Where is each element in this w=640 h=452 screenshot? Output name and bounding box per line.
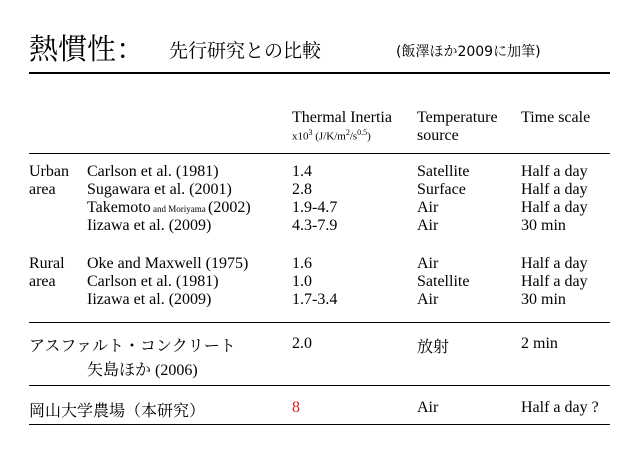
- table-row-urban-4-time: 30 min: [521, 217, 566, 234]
- header-source: source: [417, 127, 459, 144]
- okayama-inertia: 8: [292, 399, 300, 416]
- urban-label-line2: area: [29, 181, 56, 198]
- table-row-rural-1-time: Half a day: [521, 255, 588, 272]
- table-row-urban-3-source: Air: [417, 199, 439, 216]
- table-row-rural-3-inertia: 1.7-3.4: [292, 291, 338, 308]
- asphalt-reference: 矢島ほか (2006): [87, 360, 198, 379]
- table-row-rural-2-inertia: 1.0: [292, 273, 312, 290]
- table-row-rural-2-study: Carlson et al. (1981): [87, 273, 219, 290]
- table-row-urban-1-inertia: 1.4: [292, 163, 312, 180]
- table-row-rural-3-source: Air: [417, 291, 439, 308]
- table-row-urban-2-study: Sugawara et al. (2001): [87, 181, 232, 198]
- page-subtitle: 先行研究との比較: [169, 40, 322, 62]
- table-row-urban-2-time: Half a day: [521, 181, 588, 198]
- table-row-urban-1-time: Half a day: [521, 163, 588, 180]
- asphalt-source: 放射: [417, 337, 450, 356]
- rural-rule: [29, 322, 610, 323]
- table-row-rural-2-time: Half a day: [521, 273, 588, 290]
- urban-label: Urban: [29, 163, 69, 180]
- table-row-urban-2-source: Surface: [417, 181, 466, 198]
- okayama-time: Half a day ?: [521, 399, 599, 416]
- title-underline: [29, 72, 610, 74]
- header-temperature: Temperature: [417, 109, 498, 126]
- table-row-urban-2-inertia: 2.8: [292, 181, 312, 198]
- table-row-rural-2-source: Satellite: [417, 273, 470, 290]
- table-row-urban-1-study: Carlson et al. (1981): [87, 163, 219, 180]
- table-row-rural-1-source: Air: [417, 255, 439, 272]
- rural-label-line2: area: [29, 273, 56, 290]
- page-title: 熱慣性：: [29, 32, 146, 66]
- header-thermal-inertia: Thermal Inertia: [292, 109, 392, 126]
- table-row-rural-1-inertia: 1.6: [292, 255, 312, 272]
- table-row-rural-3-study: Iizawa et al. (2009): [87, 291, 212, 308]
- asphalt-time: 2 min: [521, 335, 558, 352]
- table-row-rural-1-study: Oke and Maxwell (1975): [87, 255, 249, 272]
- asphalt-label: アスファルト・コンクリート: [29, 336, 236, 355]
- table-row-urban-4-source: Air: [417, 217, 439, 234]
- header-time-scale: Time scale: [521, 109, 591, 126]
- table-row-urban-3-time: Half a day: [521, 199, 588, 216]
- table-row-urban-3-study: Takemoto and Moriyama (2002): [87, 199, 251, 216]
- table-row-urban-4-study: Iizawa et al. (2009): [87, 217, 212, 234]
- table-row-rural-3-time: 30 min: [521, 291, 566, 308]
- asphalt-inertia: 2.0: [292, 335, 312, 352]
- table-row-urban-1-source: Satellite: [417, 163, 470, 180]
- asphalt-rule: [29, 385, 610, 386]
- okayama-label: 岡山大学農場（本研究）: [29, 401, 206, 420]
- okayama-source: Air: [417, 399, 439, 416]
- header-rule: [29, 153, 610, 154]
- page-title-note: (飯澤ほか2009に加筆): [396, 44, 541, 60]
- table-row-urban-3-inertia: 1.9-4.7: [292, 199, 338, 216]
- rural-label: Rural: [29, 255, 65, 272]
- bottom-rule: [29, 424, 610, 425]
- table-row-urban-4-inertia: 4.3-7.9: [292, 217, 338, 234]
- header-thermal-unit: $x10^3$ $(J/K/m^2/s^{0.5})$: [292, 128, 371, 143]
